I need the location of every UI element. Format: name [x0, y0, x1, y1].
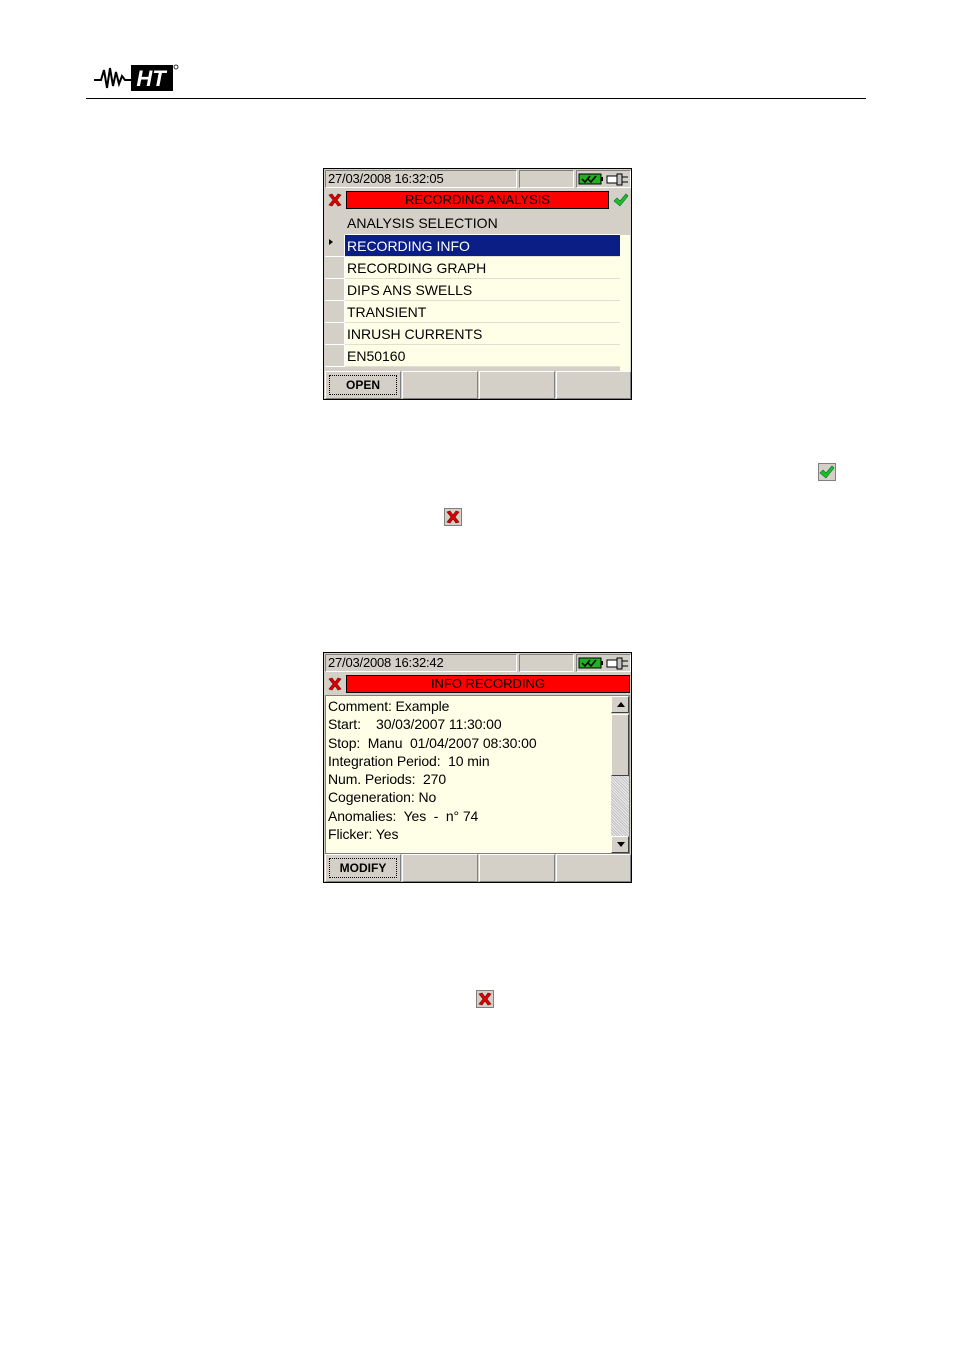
screen-title: INFO RECORDING: [346, 675, 630, 693]
scroll-thumb[interactable]: [611, 714, 629, 776]
list-item-dips-swells[interactable]: [325, 279, 621, 301]
list-item-en50160[interactable]: [325, 345, 621, 367]
green-check-icon: [613, 192, 629, 208]
function-key-3[interactable]: [479, 371, 555, 399]
list-item-recording-info[interactable]: [325, 235, 621, 257]
arrow-up-icon: [617, 702, 625, 707]
anomalies-line: Anomalies: Yes - n° 74: [328, 807, 479, 824]
red-x-icon: [327, 676, 343, 692]
list-item-label: RECORDING INFO: [345, 235, 620, 257]
power-status: [576, 170, 631, 188]
cogeneration-line: Cogeneration: No: [328, 789, 437, 806]
battery-icon: [577, 171, 630, 187]
list-item-label: INRUSH CURRENTS: [345, 323, 620, 345]
list-item-label: RECORDING GRAPH: [345, 257, 620, 279]
cancel-button[interactable]: [325, 191, 344, 209]
list-item-label: DIPS ANS SWELLS: [345, 279, 620, 301]
selection-arrow-icon: [329, 239, 333, 245]
info-lines: [328, 697, 608, 843]
open-button[interactable]: [325, 371, 401, 399]
title-bar: [324, 674, 631, 694]
red-x-icon: [327, 192, 343, 208]
recording-analysis-screen: [323, 168, 632, 400]
function-key-2[interactable]: [402, 854, 478, 882]
row-selector: [325, 323, 345, 345]
function-key-3[interactable]: [479, 854, 555, 882]
stop-line: Stop: Manu 01/04/2007 08:30:00: [328, 734, 537, 751]
list-header: ANALYSIS SELECTION: [345, 211, 620, 235]
function-key-4[interactable]: [556, 371, 631, 399]
title-bar: [324, 190, 631, 210]
ht-logo-mark: [93, 62, 179, 94]
row-selector: [325, 279, 345, 301]
row-selector: [325, 345, 345, 367]
svg-text:HT: HT: [136, 66, 166, 91]
status-bar: [324, 169, 631, 189]
power-status: [576, 654, 631, 672]
info-recording-screen: [323, 652, 632, 883]
scroll-down-button[interactable]: [611, 836, 629, 853]
comment-line: Comment: Example: [328, 698, 450, 714]
integration-period-line: Integration Period: 10 min: [328, 752, 490, 769]
list-item-inrush-currents[interactable]: [325, 323, 621, 345]
flicker-line: Flicker: Yes: [328, 826, 399, 843]
ht-logo: [93, 62, 179, 94]
row-selector: [325, 257, 345, 279]
scroll-up-button[interactable]: [611, 696, 629, 713]
list-margin: [620, 235, 630, 371]
recording-info-panel: [325, 695, 630, 854]
list-item-label: EN50160: [345, 345, 620, 367]
function-key-2[interactable]: [402, 371, 478, 399]
start-line: Start: 30/03/2007 11:30:00: [328, 716, 502, 733]
green-check-icon: [818, 463, 836, 481]
scroll-track[interactable]: [611, 776, 629, 836]
row-selector: [325, 235, 345, 257]
header-rule: [86, 98, 866, 99]
modify-button-label: MODIFY: [329, 858, 397, 878]
list-item-transient[interactable]: [325, 301, 621, 323]
arrow-down-icon: [617, 842, 625, 847]
function-key-4[interactable]: [556, 854, 631, 882]
open-button-label: OPEN: [329, 375, 397, 395]
list-item-label: TRANSIENT: [345, 301, 620, 323]
status-bar: [324, 653, 631, 673]
num-periods-line: Num. Periods: 270: [328, 771, 447, 788]
confirm-button[interactable]: [611, 191, 630, 209]
red-x-icon: [476, 990, 494, 1008]
cancel-button[interactable]: [325, 675, 344, 693]
status-blank-cell: [519, 170, 574, 188]
list-item-recording-graph[interactable]: [325, 257, 621, 279]
red-x-icon: [444, 508, 462, 526]
datetime-display: 27/03/2008 16:32:42: [325, 654, 517, 672]
datetime-display: 27/03/2008 16:32:05: [325, 170, 517, 188]
modify-button[interactable]: [325, 854, 401, 882]
vertical-scrollbar[interactable]: [611, 696, 629, 853]
function-key-bar: [324, 854, 631, 882]
screen-title: RECORDING ANALYSIS: [346, 191, 609, 209]
status-blank-cell: [519, 654, 574, 672]
battery-icon: [577, 655, 630, 671]
row-selector: [325, 301, 345, 323]
analysis-list: [325, 211, 630, 371]
function-key-bar: [324, 371, 631, 399]
